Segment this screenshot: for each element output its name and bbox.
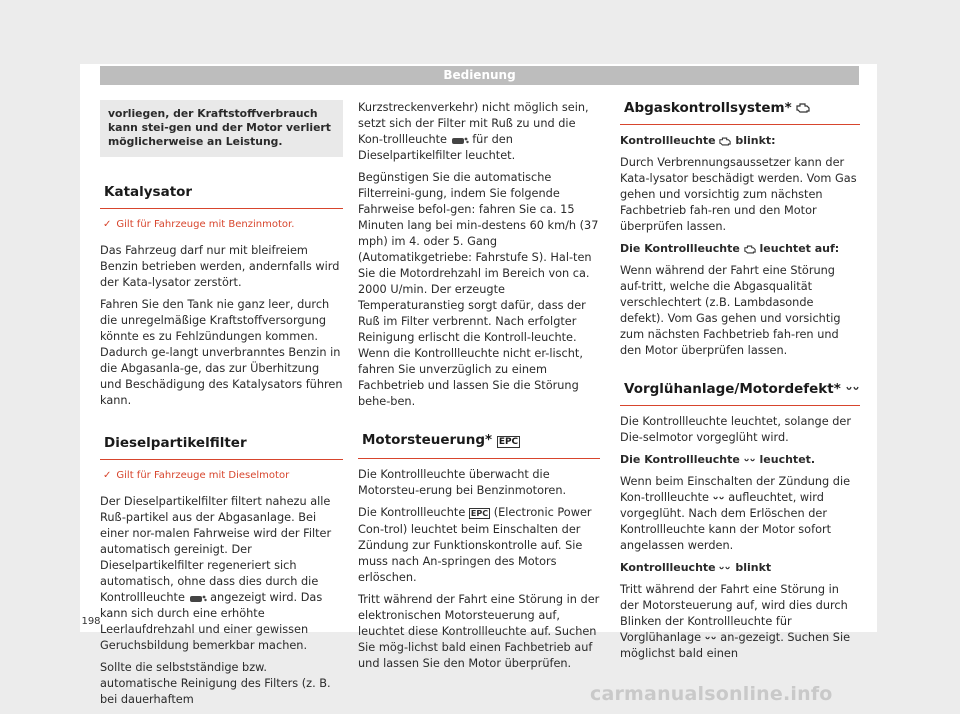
paragraph: Das Fahrzeug darf nur mit bleifreiem Benzin betrieben werden, andernfalls wird der Kata-lysator zerstört.: [100, 244, 340, 289]
text-run: (Electronic Power Con-trol) leuchtet beim Einschalten der Zündung zur Funktionskontrolle auf. Sie muss nach An-springen des Motors erlöschen.: [358, 506, 592, 584]
title-text: Vorglühanlage/Motordefekt*: [624, 381, 841, 397]
text-run: angezeigt wird. Das kann sich durch eine erhöhte Leerlaufdrehzahl und einer gewissen Geruchsbildung bemerkbar machen.: [100, 591, 323, 652]
column-2: [358, 100, 600, 678]
check-icon: ✓: [103, 470, 112, 481]
epc-icon: EPC: [498, 437, 519, 447]
glow-plug-icon: [719, 565, 731, 572]
paragraph: Die Kontrollleuchte leuchtet, solange der Die-selmotor vorgeglüht wird.: [620, 415, 852, 444]
text-run: für den Dieselpartikelfilter leuchtet.: [358, 133, 516, 162]
watermark: carmanualsonline.info: [590, 683, 833, 705]
text-run: Tritt während der Fahrt eine Störung in der Motorsteuerung auf, wird dies durch Blinken der Kontrollleuchte für Vorglühanlage: [620, 583, 848, 644]
subheading: [620, 560, 860, 576]
text-run: Kontrollleuchte: [620, 561, 716, 574]
section-title-abgas: [620, 100, 860, 125]
text-run: Die Kontrollleuchte: [620, 453, 740, 466]
section-title-vorgluehen: [620, 381, 860, 406]
text-run: Die Kontrollleuchte: [358, 506, 466, 519]
subheading: [620, 452, 860, 468]
title-text: Abgaskontrollsystem*: [624, 100, 792, 116]
text-run: leuchtet auf:: [759, 242, 840, 255]
text-run: Kontrollleuchte: [620, 134, 716, 147]
paragraph: [358, 100, 600, 164]
paragraph: [100, 494, 343, 654]
glow-plug-icon: [846, 385, 860, 393]
epc-icon: EPC: [470, 509, 489, 518]
intro-box: vorliegen, der Kraftstoffverbrauch kann stei-gen und der Motor verliert möglicherweise an Leistung.: [100, 100, 343, 157]
engine-icon: [796, 103, 810, 113]
text-run: blinkt:: [735, 134, 776, 147]
section-title-dpf: Dieselpartikelfilter: [100, 435, 343, 460]
dpf-icon: [451, 136, 469, 145]
note-text: Gilt für Fahrzeuge mit Benzinmotor.: [116, 219, 295, 230]
section-title-motorsteuerung: [358, 432, 600, 459]
text-run: an-gezeigt. Suchen Sie möglichst bald einen: [620, 631, 851, 660]
engine-icon: [719, 137, 731, 146]
paragraph: Wenn während der Fahrt eine Störung auf-tritt, welche die Abgasqualität verschlechtert (z.B. Lambdasonde defekt). Vom Gas gehen und vorsichtig zum nächsten Fachbetrieb fah-ren und den Motor überprüfen lassen.: [620, 264, 841, 357]
subheading: [620, 241, 860, 257]
dpf-icon: [189, 594, 207, 603]
column-3: [620, 100, 860, 668]
glow-plug-icon: [705, 635, 717, 642]
check-icon: ✓: [103, 219, 112, 230]
text-run: Wenn beim Einschalten der Zündung die Kon-trollleuchte: [620, 475, 851, 504]
text-run: Die Kontrollleuchte: [620, 242, 740, 255]
header-bar: Bedienung: [100, 66, 859, 85]
paragraph: Durch Verbrennungsaussetzer kann der Kata-lysator beschädigt werden. Vom Gas gehen und vorsichtig zum nächsten Fachbetrieb fah-ren und den Motor überprüfen lassen.: [620, 156, 857, 233]
subheading: [620, 133, 860, 149]
engine-icon: [744, 245, 756, 254]
column-1: [100, 100, 343, 714]
page-number: 198: [81, 616, 101, 627]
note-text: Gilt für Fahrzeuge mit Dieselmotor: [116, 470, 290, 481]
paragraph: Die Kontrollleuchte überwacht die Motorsteu-erung bei Benzinmotoren.: [358, 468, 567, 497]
glow-plug-icon: [744, 457, 756, 464]
paragraph: [620, 474, 860, 554]
title-text: Motorsteuerung*: [362, 432, 493, 448]
paragraph: Sollte die selbstständige bzw. automatische Reinigung des Filters (z. B. bei dauerhaftem: [100, 661, 331, 706]
text-run: aufleuchtet, wird vorgeglüht. Nach dem Erlöschen der Kontrollleuchte kann der Motor sofort angelassen werden.: [620, 491, 832, 552]
paragraph: Tritt während der Fahrt eine Störung in der elektronischen Motorsteuerung auf, leuchtet diese Kontrollleuchte auf. Suchen Sie mög-lichst bald einen Fachbetrieb auf und lassen Sie den Motor überprüfen.: [358, 593, 600, 670]
glow-plug-icon: [713, 495, 725, 502]
paragraph: Begünstigen Sie die automatische Filterreini-gung, indem Sie folgende Fahrweise befol-gen: fahren Sie ca. 15 Minuten lang bei min-destens 60 km/h (37 mph) im 4. oder 5. Gang (Automatikgetriebe: Fahrstufe S). Hal-ten Sie die Motordrehzahl im Bereich von ca. 2000 U/min. Der erzeugte Temperaturanstieg sorgt dafür, dass der Ruß im Filter verbrennt. Nach erfolgter Reinigung erlischt die Kontroll-leuchte. Wenn die Kontrollleuchte nicht er-lischt, fahren Sie unverzüglich zu einem Fachbetrieb und lassen Sie die Störung behe-ben.: [358, 171, 599, 408]
text-run: Kurzstreckenverkehr) nicht möglich sein, setzt sich der Filter mit Ruß zu und die Kon-trollleuchte: [358, 101, 589, 146]
note-diesel: [100, 468, 343, 484]
text-run: leuchtet.: [759, 453, 816, 466]
paragraph: [620, 582, 860, 662]
paragraph: Fahren Sie den Tank nie ganz leer, durch die unregelmäßige Kraftstoffversorgung könnte es zu Fehlzündungen kommen. Dadurch ge-langt unverbranntes Benzin in die Abgasanla-ge, das zur Überhitzung und Beschädigung des Katalysators führen kann.: [100, 298, 343, 407]
paragraph: [358, 505, 600, 586]
section-title-katalysator: Katalysator: [100, 184, 343, 209]
note-benzin: [100, 217, 343, 233]
text-run: blinkt: [735, 561, 772, 574]
text-run: Der Dieselpartikelfilter filtert nahezu alle Ruß-partikel aus der Abgasanlage. Bei einer nor-malen Fahrweise wird der Filter automatisch gereinigt. Der Dieselpartikelfilter regeneriert sich automatisch, ohne dass dies durch die Kontrollleuchte: [100, 495, 332, 604]
